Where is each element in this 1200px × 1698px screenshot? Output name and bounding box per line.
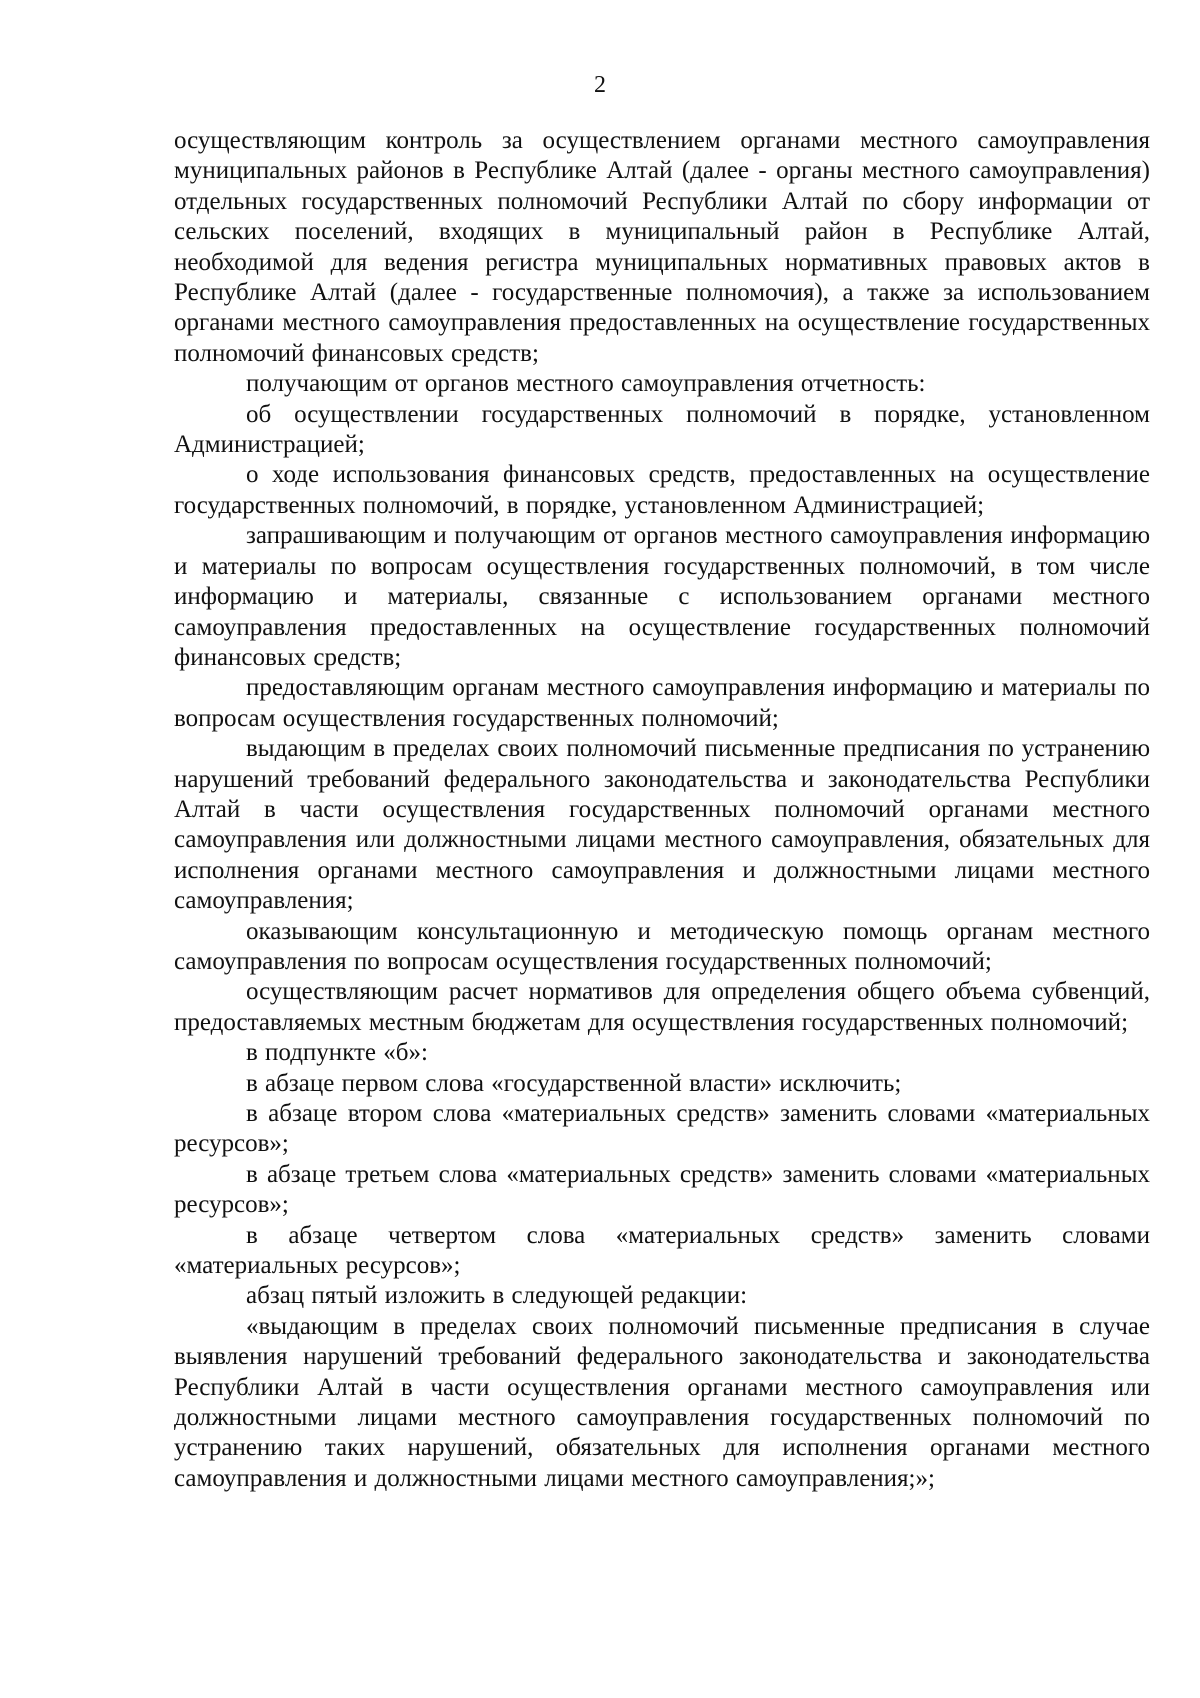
paragraph-subclause-b: в подпункте «б»: xyxy=(246,1039,428,1067)
page-number: 2 xyxy=(594,72,606,98)
paragraph-consulting-help: оказывающим консультационную и методическую помощь органам местного самоуправления по вопросам осуществления государственных полномочий; xyxy=(174,917,1150,975)
paragraph-fourth-abzac: в абзаце четвертом слова «материальных средств» заменить словами «материальных ресурсов»; xyxy=(174,1221,1150,1280)
paragraph-issuing-orders: выдающим в пределах своих полномочий письменные предписания по устранению нарушений требований федерального законодательства и законодательства Республики Алтай в части осуществления государственных полномочий органами местного самоуправления или должностными лицами местного самоуправления, обязательных для исполнения органами местного самоуправления и должностными лицами местного самоуправления; xyxy=(174,735,1150,915)
paragraph-receiving-reports: получающим от органов местного самоуправления отчетность: xyxy=(246,370,926,398)
paragraph-control-powers: осуществляющим контроль за осуществлением органами местного самоуправления муниципальных районов в Республике Алтай (далее - органы местного самоуправления) отдельных государственных полномочий Республики Алтай по сбору информации от сельских поселений, входящих в муниципальный район в Республике Алтай, необходимой для ведения регистра муниципальных нормативных правовых актов в Республике Алтай (далее - государственные полномочия), а также за использованием органами местного самоуправления предоставленных на осуществление государственных полномочий финансовых средств; xyxy=(174,127,1150,367)
paragraph-report-on-powers: об осуществлении государственных полномочий в порядке, установленном Администрацией; xyxy=(174,400,1150,459)
paragraph-first-abzac: в абзаце первом слова «государственной власти» исключить; xyxy=(246,1069,902,1097)
paragraph-requesting-info: запрашивающим и получающим от органов местного самоуправления информацию и материалы по вопросам осуществления государственных полномочий, в том числе информацию и материалы, связанные с использованием органами местного самоуправления предоставленных на осуществление государственных полномочий финансовых средств; xyxy=(174,522,1150,671)
paragraph-third-abzac: в абзаце третьем слова «материальных средств» заменить словами «материальных ресурсов»; xyxy=(174,1160,1150,1219)
paragraph-providing-info: предоставляющим органам местного самоуправления информацию и материалы по вопросам осуществления государственных полномочий; xyxy=(174,674,1150,732)
paragraph-fifth-abzac-intro: абзац пятый изложить в следующей редакции: xyxy=(246,1282,748,1310)
paragraph-calculating-norms: осуществляющим расчет нормативов для определения общего объема субвенций, предоставляемых местным бюджетам для осуществления государственных полномочий; xyxy=(174,978,1150,1036)
paragraph-report-on-funds: о ходе использования финансовых средств, предоставленных на осуществление государственных полномочий, в порядке, установленном Администрацией; xyxy=(174,461,1150,519)
document-body xyxy=(174,126,1150,1494)
paragraph-second-abzac: в абзаце втором слова «материальных средств» заменить словами «материальных ресурсов»; xyxy=(174,1100,1150,1158)
paragraph-new-wording: «выдающим в пределах своих полномочий письменные предписания в случае выявления нарушений требований федерального законодательства и законодательства Республики Алтай в части осуществления органами местного самоуправления или должностными лицами местного самоуправления государственных полномочий по устранению таких нарушений, обязательных для исполнения органами местного самоуправления и должностными лицами местного самоуправления;»; xyxy=(174,1312,1150,1492)
